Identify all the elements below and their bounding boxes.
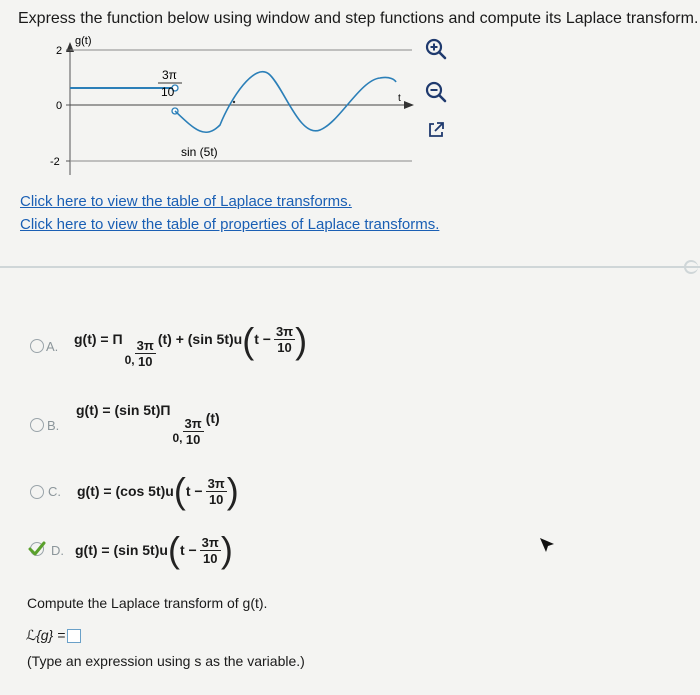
zoom-in-icon	[425, 38, 447, 60]
option-a-sub-num: 3π	[136, 337, 154, 353]
option-a-frac	[274, 324, 295, 355]
divider-handle[interactable]	[684, 260, 698, 274]
external-link-icon	[426, 120, 446, 140]
answer-input[interactable]	[67, 629, 81, 643]
marker-fraction-den: 10	[161, 85, 175, 99]
t-axis-arrow	[404, 101, 414, 109]
marker-fraction-num: 3π	[162, 68, 177, 82]
option-b-tail: (t)	[205, 410, 220, 426]
popout-button[interactable]	[421, 116, 451, 144]
option-b-lhs: g(t) = (sin 5t)Π	[76, 402, 171, 418]
option-c-paren-open: (	[173, 470, 186, 511]
compute-prompt: Compute the Laplace transform of g(t).	[27, 595, 268, 611]
option-a-expression[interactable]	[74, 318, 307, 378]
answer-lhs: ℒ{g} =	[26, 627, 66, 643]
option-c-expression[interactable]	[77, 466, 239, 516]
answer-hint: (Type an expression using s as the variable.)	[27, 653, 305, 669]
option-b-sub-den: 10	[185, 432, 201, 447]
option-d-expression[interactable]	[75, 525, 233, 575]
option-d-frac-num: 3π	[201, 534, 219, 550]
question-title: Express the function below using window and step functions and compute its Laplace transform.	[18, 10, 699, 27]
section-divider	[0, 266, 700, 268]
laplace-table-link[interactable]: Click here to view the table of Laplace transforms.	[20, 193, 352, 210]
option-c-letter: C.	[48, 484, 61, 499]
y-tick-label-neg2: -2	[50, 156, 60, 168]
option-d-paren-open: (	[167, 529, 180, 570]
option-a-mid: (t) + (sin 5t)u	[157, 331, 243, 347]
option-c-radio[interactable]	[30, 485, 44, 499]
option-b-sub-prefix: 0,	[172, 431, 183, 445]
option-b-radio[interactable]	[30, 418, 44, 432]
option-c-lhs: g(t) = (cos 5t)u	[77, 483, 174, 499]
option-c-frac-den: 10	[208, 491, 224, 507]
y-tick-label-0: 0	[56, 100, 63, 112]
option-a-frac-den: 10	[277, 339, 292, 355]
option-d-paren-close: )	[220, 529, 233, 570]
zoom-in-button[interactable]	[421, 35, 451, 63]
option-a-sub-frac	[135, 338, 156, 369]
y-tick-label-2: 2	[56, 45, 63, 57]
sine-curve	[175, 72, 396, 133]
curve-dot	[233, 101, 235, 103]
answer-row	[26, 627, 81, 644]
option-c-frac	[206, 476, 227, 507]
curve-label: sin (5t)	[181, 145, 218, 159]
option-a-radio[interactable]	[30, 339, 44, 353]
option-d-frac	[200, 535, 221, 566]
option-b-letter: B.	[47, 418, 60, 433]
zoom-out-button[interactable]	[421, 78, 451, 106]
option-d-radio[interactable]	[28, 540, 46, 558]
option-a-paren-open: (	[242, 320, 255, 361]
option-b-sub-num: 3π	[184, 416, 202, 431]
option-d-letter: D.	[51, 543, 64, 558]
option-a-frac-num: 3π	[275, 323, 294, 339]
option-d-lhs: g(t) = (sin 5t)u	[75, 542, 168, 558]
option-b-expression[interactable]	[76, 402, 220, 447]
t-axis-label: t	[398, 93, 401, 104]
zoom-out-icon	[425, 81, 447, 103]
option-b-sub-frac	[183, 416, 204, 447]
option-d-frac-den: 10	[203, 550, 218, 566]
y-axis-label: g(t)	[75, 35, 92, 47]
option-a-paren-close: )	[295, 320, 308, 361]
option-a-sub-prefix: 0,	[124, 352, 135, 367]
option-c-paren-inner: t −	[185, 483, 203, 499]
cursor-icon	[538, 536, 556, 554]
properties-table-link[interactable]: Click here to view the table of properties of Laplace transforms.	[20, 216, 440, 233]
option-c-paren-close: )	[226, 470, 239, 511]
option-d-paren-inner: t −	[179, 542, 197, 558]
option-c-frac-num: 3π	[207, 475, 225, 491]
check-icon	[28, 540, 46, 558]
option-a-sub-den: 10	[137, 353, 153, 369]
function-graph	[30, 30, 420, 180]
option-a-lhs: g(t) = Π	[74, 331, 123, 347]
option-a-letter: A.	[46, 339, 59, 354]
option-a-paren-inner: t −	[254, 331, 271, 347]
